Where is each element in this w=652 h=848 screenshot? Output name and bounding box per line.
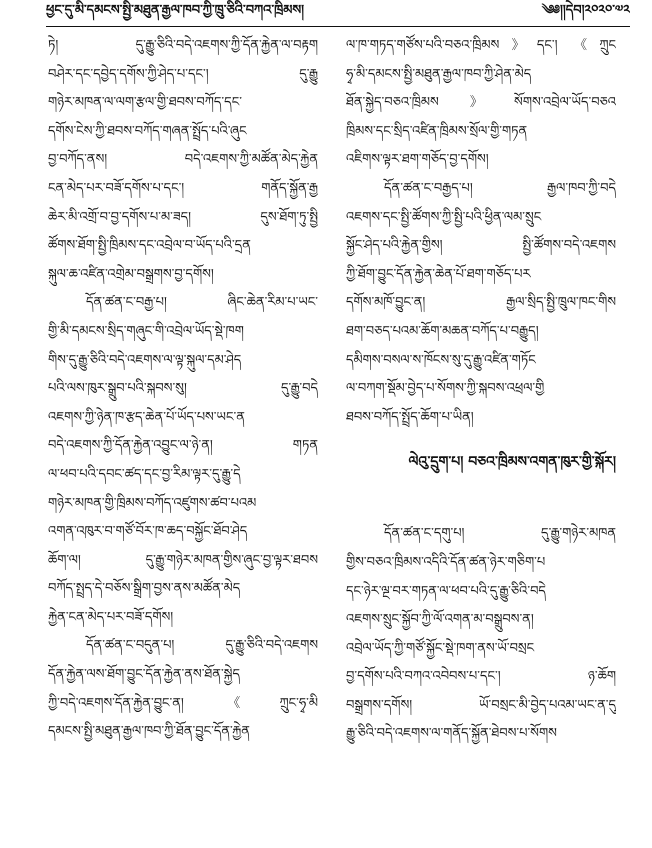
text-line: བཤེར་དང་དབྱེད་དགོས་ཀྱི་ཤེད་པ་དང་། དུ་རྒྱུ <box>48 66 318 82</box>
text-line: གྱི་མི་དམངས་སྲིད་གཞུང་གི་འབྲེལ་ཡོད་སྡེ་ཁག <box>48 323 244 339</box>
text-line: སྐུལ་ཆ་འཛིན་འགྲེམ་བསྒྲགས་བྱ་དགོས། <box>48 266 214 282</box>
text-line: འཇགས་དང་སྤྱི་ཚོགས་ཀྱི་སྤྱི་པའི་ཕྱིན་ལམ་སྲུང <box>346 209 542 225</box>
text-line: འབྲེལ་ཡོད་ཀྱི་གཙོ་སྐྱོང་སྡེ་ཁག་ནས་ཡོ་བསྲང <box>346 640 535 656</box>
text-line: བྱ་བཀོད་ནས། བདེ་འཇགས་ཀྱི་མཚོན་མེད་རྐྱེན <box>48 152 318 168</box>
text-line: དང་ཉེར་ལྔ་བར་གཏན་ལ་ཕབ་པའི་དུ་རྒྱུ་ཅིའི་བདེ <box>346 583 546 599</box>
text-line: རྐྱེན་ངན་མེད་པར་བཟོ་དགོས། <box>48 609 174 625</box>
text-line: བྱ་དགོས་པའི་བཀའ་འབེབས་པ་དང་། ཉ་ཆོག <box>346 669 616 685</box>
text-line: ཏེ། དུ་རྒྱུ་ཅིའི་བདེ་འཇགས་ཀྱི་དོན་རྐྱེན་ལ་བརྟག <box>48 38 318 53</box>
text-line: དགོས་མཁོ་བྱུང་ན། རྒྱལ་སྲིད་སྤྱི་ཁྲུལ་ཁང་གིས <box>346 295 616 311</box>
text-line: བསྒྲགས་དགོས། ཡོ་བསྲང་མི་བྱེད་པའམ་ཡང་ན་དུ <box>346 697 616 713</box>
text-line: ལ་ཕབ་པའི་དབང་ཚད་དང་བྱ་རིམ་ལྟར་དུ་རྒྱུ་དེ <box>48 466 241 482</box>
text-line: ཐོན་སྐྱེད་བཅའ་ཁྲིམས》སོགས་འབྲེལ་ཡོད་བཅའ <box>346 95 616 111</box>
text-line: ལ་བཀག་སྡོམ་བྱེད་པ་སོགས་ཀྱི་སྐབས་འཕྲལ་གྱི <box>346 381 545 397</box>
text-line: ཆོག་ལ། དུ་རྒྱུ་གཉེར་མཁན་གྱིས་ཞུང་བྱ་ལྟར་ཐབས <box>48 552 318 568</box>
text-line: སྐྱོང་ཤེད་པའི་རྐྱེན་གྱིས། སྤྱི་ཚོགས་བདེ་འཇགས <box>346 238 616 254</box>
article-start-line: དོན་ཚན་ང་བརྒྱད་པ། རྒྱལ་ཁབ་ཀྱི་བདེ <box>384 180 616 196</box>
text-line: གིས་དུ་རྒྱུ་ཅིའི་བདེ་འཇགས་ལ་ལྟ་སྐུལ་དམ་ཤེད <box>48 352 242 368</box>
text-line: ཐག་བཅད་པའམ་ཆོག་མཆན་བཀོད་པ་བརྒྱུད། <box>346 323 539 339</box>
text-line: ངན་མེད་པར་བཟོ་དགོས་པ་དང་། གནོད་སྐྱོན་རྒྱ <box>48 180 318 196</box>
text-line: ཧྭ་མི་དམངས་སྤྱི་མཐུན་རྒྱལ་ཁབ་ཀྱི་ཤེན་མེད <box>346 66 532 82</box>
left-column <box>48 32 318 844</box>
article-start-line: དོན་ཚན་ང་བརྒྱ་པ། ཞིང་ཆེན་རིམ་པ་ཡང་ <box>86 295 318 311</box>
text-line: ལ་ཁ་གཏད་གཙོས་པའི་བཅའ་ཁྲིམས》དང་། 《ཀྲུང <box>346 38 616 53</box>
running-header-title: ཕྱང་དུ་མི་དམངས་སྤྱི་མཐུན་རྒྱལ་ཁབ་ཀྱི་ཁྲུ་ཅིའི་བཀའ་ཁྲིམས། <box>46 2 304 18</box>
text-line: ཁྲིམས་དང་སྲིད་འཛིན་ཁྲིམས་སྲོལ་གྱི་གཏན <box>346 123 528 139</box>
text-line: ཀྱི་བདེ་འཇགས་དོན་རྐྱེན་བྱུང་ན། 《ཀྲུང་ཧྭ་མི <box>48 695 318 711</box>
heading-spacer <box>346 492 616 520</box>
text-line: དགོས་ངེས་ཀྱི་ཐབས་བཀོད་གཞན་སྤྲོད་པའི་ཞུང <box>48 123 247 139</box>
text-line: བདེ་འཇགས་ཀྱི་དོན་རྐྱེན་འབྱུང་ལ་ཉེ་ན། གཏན <box>48 438 318 454</box>
text-line: ཐབས་བཀོད་སྤྲོད་ཆོག་པ་ཡིན། <box>346 409 474 425</box>
text-line: གྱིས་བཅའ་ཁྲིམས་འདིའི་དོན་ཚན་ཉེར་གཅིག་པ <box>346 554 546 570</box>
text-line: དམིགས་བསལ་ས་ཁོངས་སུ་དུ་རྒྱུ་འཛིན་གཏོང <box>346 352 536 368</box>
text-line: པའི་ལས་ཁུར་སྒྲུབ་པའི་སྐབས་སུ། དུ་རྒྱུ་བདེ <box>48 381 318 397</box>
article-start-line: དོན་ཚན་ང་བདུན་པ། དུ་རྒྱུ་ཅིའི་བདེ་འཇགས <box>86 638 318 654</box>
text-line: ཆེར་མི་འགྲོ་བ་བྱ་དགོས་པ་མ་ཟད། དུས་ཐོག་ཏུ་སྤྱི <box>48 209 318 225</box>
text-line: འཇིགས་ལྟར་ཐག་གཅོད་བྱ་དགོས། <box>346 152 489 168</box>
right-column <box>346 32 616 844</box>
text-line: ཀྱི་ཐོག་བྱུང་དོན་རྐྱེན་ཆེན་པོ་ཐག་གཅོད་པར <box>346 266 531 282</box>
text-line: འཇགས་སྲུང་སྐྱོབ་ཀྱི་ལོ་འགན་མ་བསྒྲུབས་ན། <box>346 612 534 628</box>
text-line: རྒྱུ་ཅིའི་བདེ་འཇགས་ལ་གནོད་སྐྱོན་ཐེབས་པ་སོགས <box>346 726 557 742</box>
running-header <box>46 0 630 27</box>
text-line: གཉེར་མཁན་ལ་ལག་རྩལ་གྱི་ཐབས་བཀོད་དང་ <box>48 95 242 111</box>
text-line: གཉེར་མཁན་གྱི་ཁྲིམས་བཀོད་འཛུགས་ཚབ་པའམ <box>48 495 257 511</box>
text-line: འགན་འཁུར་བ་གཙོ་བོར་ཁ་ཆད་བསྐྱོང་ཐོབ་ཤེད <box>48 524 248 540</box>
page-number: ༄༅།།དེབ།༢༠༢༠་༧༢ <box>541 2 630 18</box>
text-line: འཇགས་ཀྱི་ཉེན་ཁ་རྩད་ཆེན་པོ་ཡོད་པས་ཡང་ན <box>48 409 245 425</box>
text-line: དམངས་སྤྱི་མཐུན་རྒྱལ་ཁབ་ཀྱི་ཐོན་བྱུང་དོན་རྐྱེན <box>48 724 250 740</box>
article-start-line: དོན་ཚན་ང་དགུ་པ། དུ་རྒྱུ་གཉེར་མཁན <box>384 526 616 542</box>
text-line: བཀོད་སྤྲད་དེ་བཅོས་སྒྲིག་བྱས་ནས་མཚོན་མེད <box>48 581 241 597</box>
text-line: དོན་རྐྱེན་ལས་ཐོག་བྱུང་དོན་རྐྱེན་ནས་ཐོན་སྐྱེད <box>48 667 240 683</box>
chapter-heading: ལེའུ་དྲུག་པ། བཅའ་ཁྲིམས་འགན་ཁུར་གྱི་སྐོར། <box>408 454 616 471</box>
text-line: ཚོགས་ཐོག་སྤྱི་ཁྲིམས་དང་འབྲེལ་བ་ཡོད་པའི་དྲན <box>48 238 251 254</box>
